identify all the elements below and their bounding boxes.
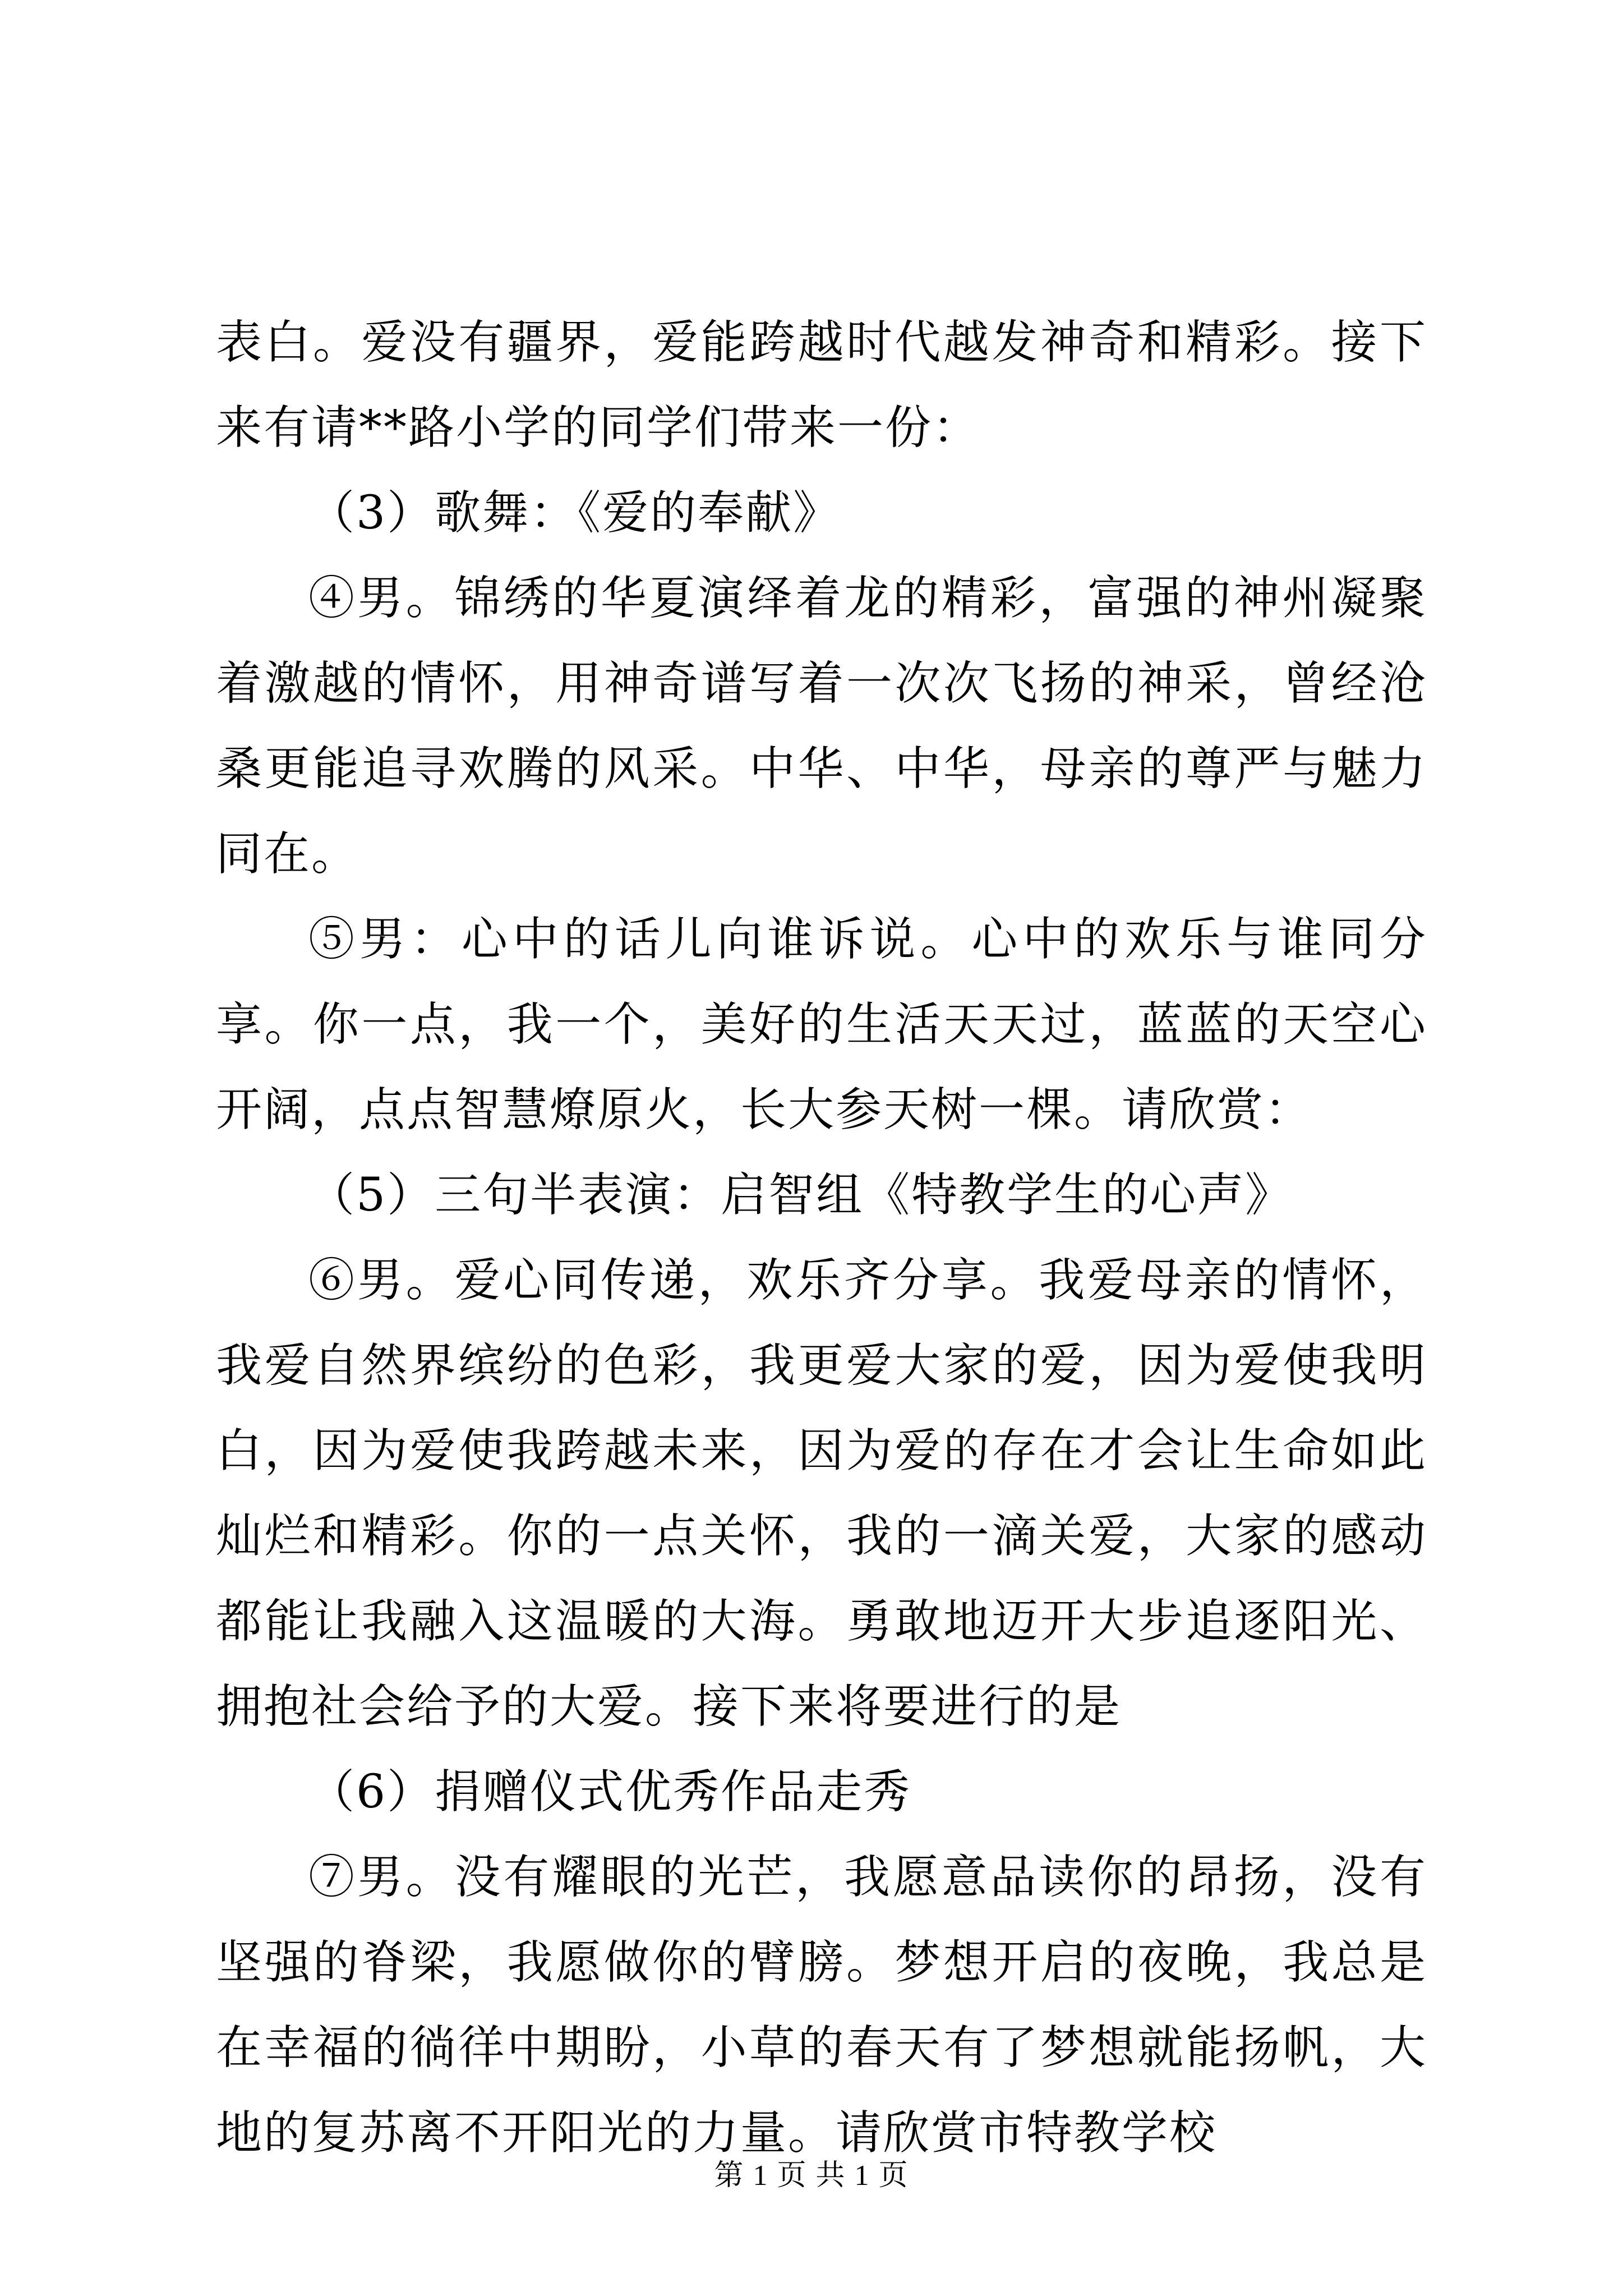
paragraph-6: ⑥男。爱心同传递，欢乐齐分享。我爱母亲的情怀，我爱自然界缤纷的色彩，我更爱大家的爱，因为爱使我明白，因为爱使我跨越未来，因为爱的存在才会让生命如此灿烂和精彩。你的一点关怀，我的一滴关爱，大家的感动都能让我融入这温暖的大海。勇敢地迈开大步追逐阳光、拥抱社会给予的大爱。接下来将要进行的是 [216, 1254, 1427, 1733]
paragraph-1: 表白。爱没有疆界，爱能跨越时代越发神奇和精彩。接下来有请**路小学的同学们带来一份： [216, 316, 1427, 454]
program-item-6: （6）捐赠仪式优秀作品走秀 [308, 1765, 912, 1819]
document-body [216, 300, 1427, 2176]
paragraph-7: ⑦男。没有耀眼的光芒，我愿意品读你的昂扬，没有坚强的脊梁，我愿做你的臂膀。梦想开启的夜晚，我总是在幸福的徜徉中期盼，小草的春天有了梦想就能扬帆，大地的复苏离不开阳光的力量。请欣赏市特教学校 [216, 1851, 1427, 2160]
paragraph-4: ④男。锦绣的华夏演绎着龙的精彩，富强的神州凝聚着激越的情怀，用神奇谱写着一次次飞扬的神采，曾经沧桑更能追寻欢腾的风采。中华、中华，母亲的尊严与魅力同在。 [216, 572, 1427, 881]
page-number-footer: 第 1 页 共 1 页 [714, 2160, 909, 2192]
paragraph-5: ⑤男：心中的话儿向谁诉说。心中的欢乐与谁同分享。你一点，我一个，美好的生活天天过，蓝蓝的天空心开阔，点点智慧燎原火，长大参天树一棵。请欣赏： [216, 913, 1427, 1137]
program-item-5: （5）三句半表演：启智组《特教学生的心声》 [308, 1168, 1293, 1222]
program-item-3: （3）歌舞：《爱的奉献》 [308, 486, 841, 540]
